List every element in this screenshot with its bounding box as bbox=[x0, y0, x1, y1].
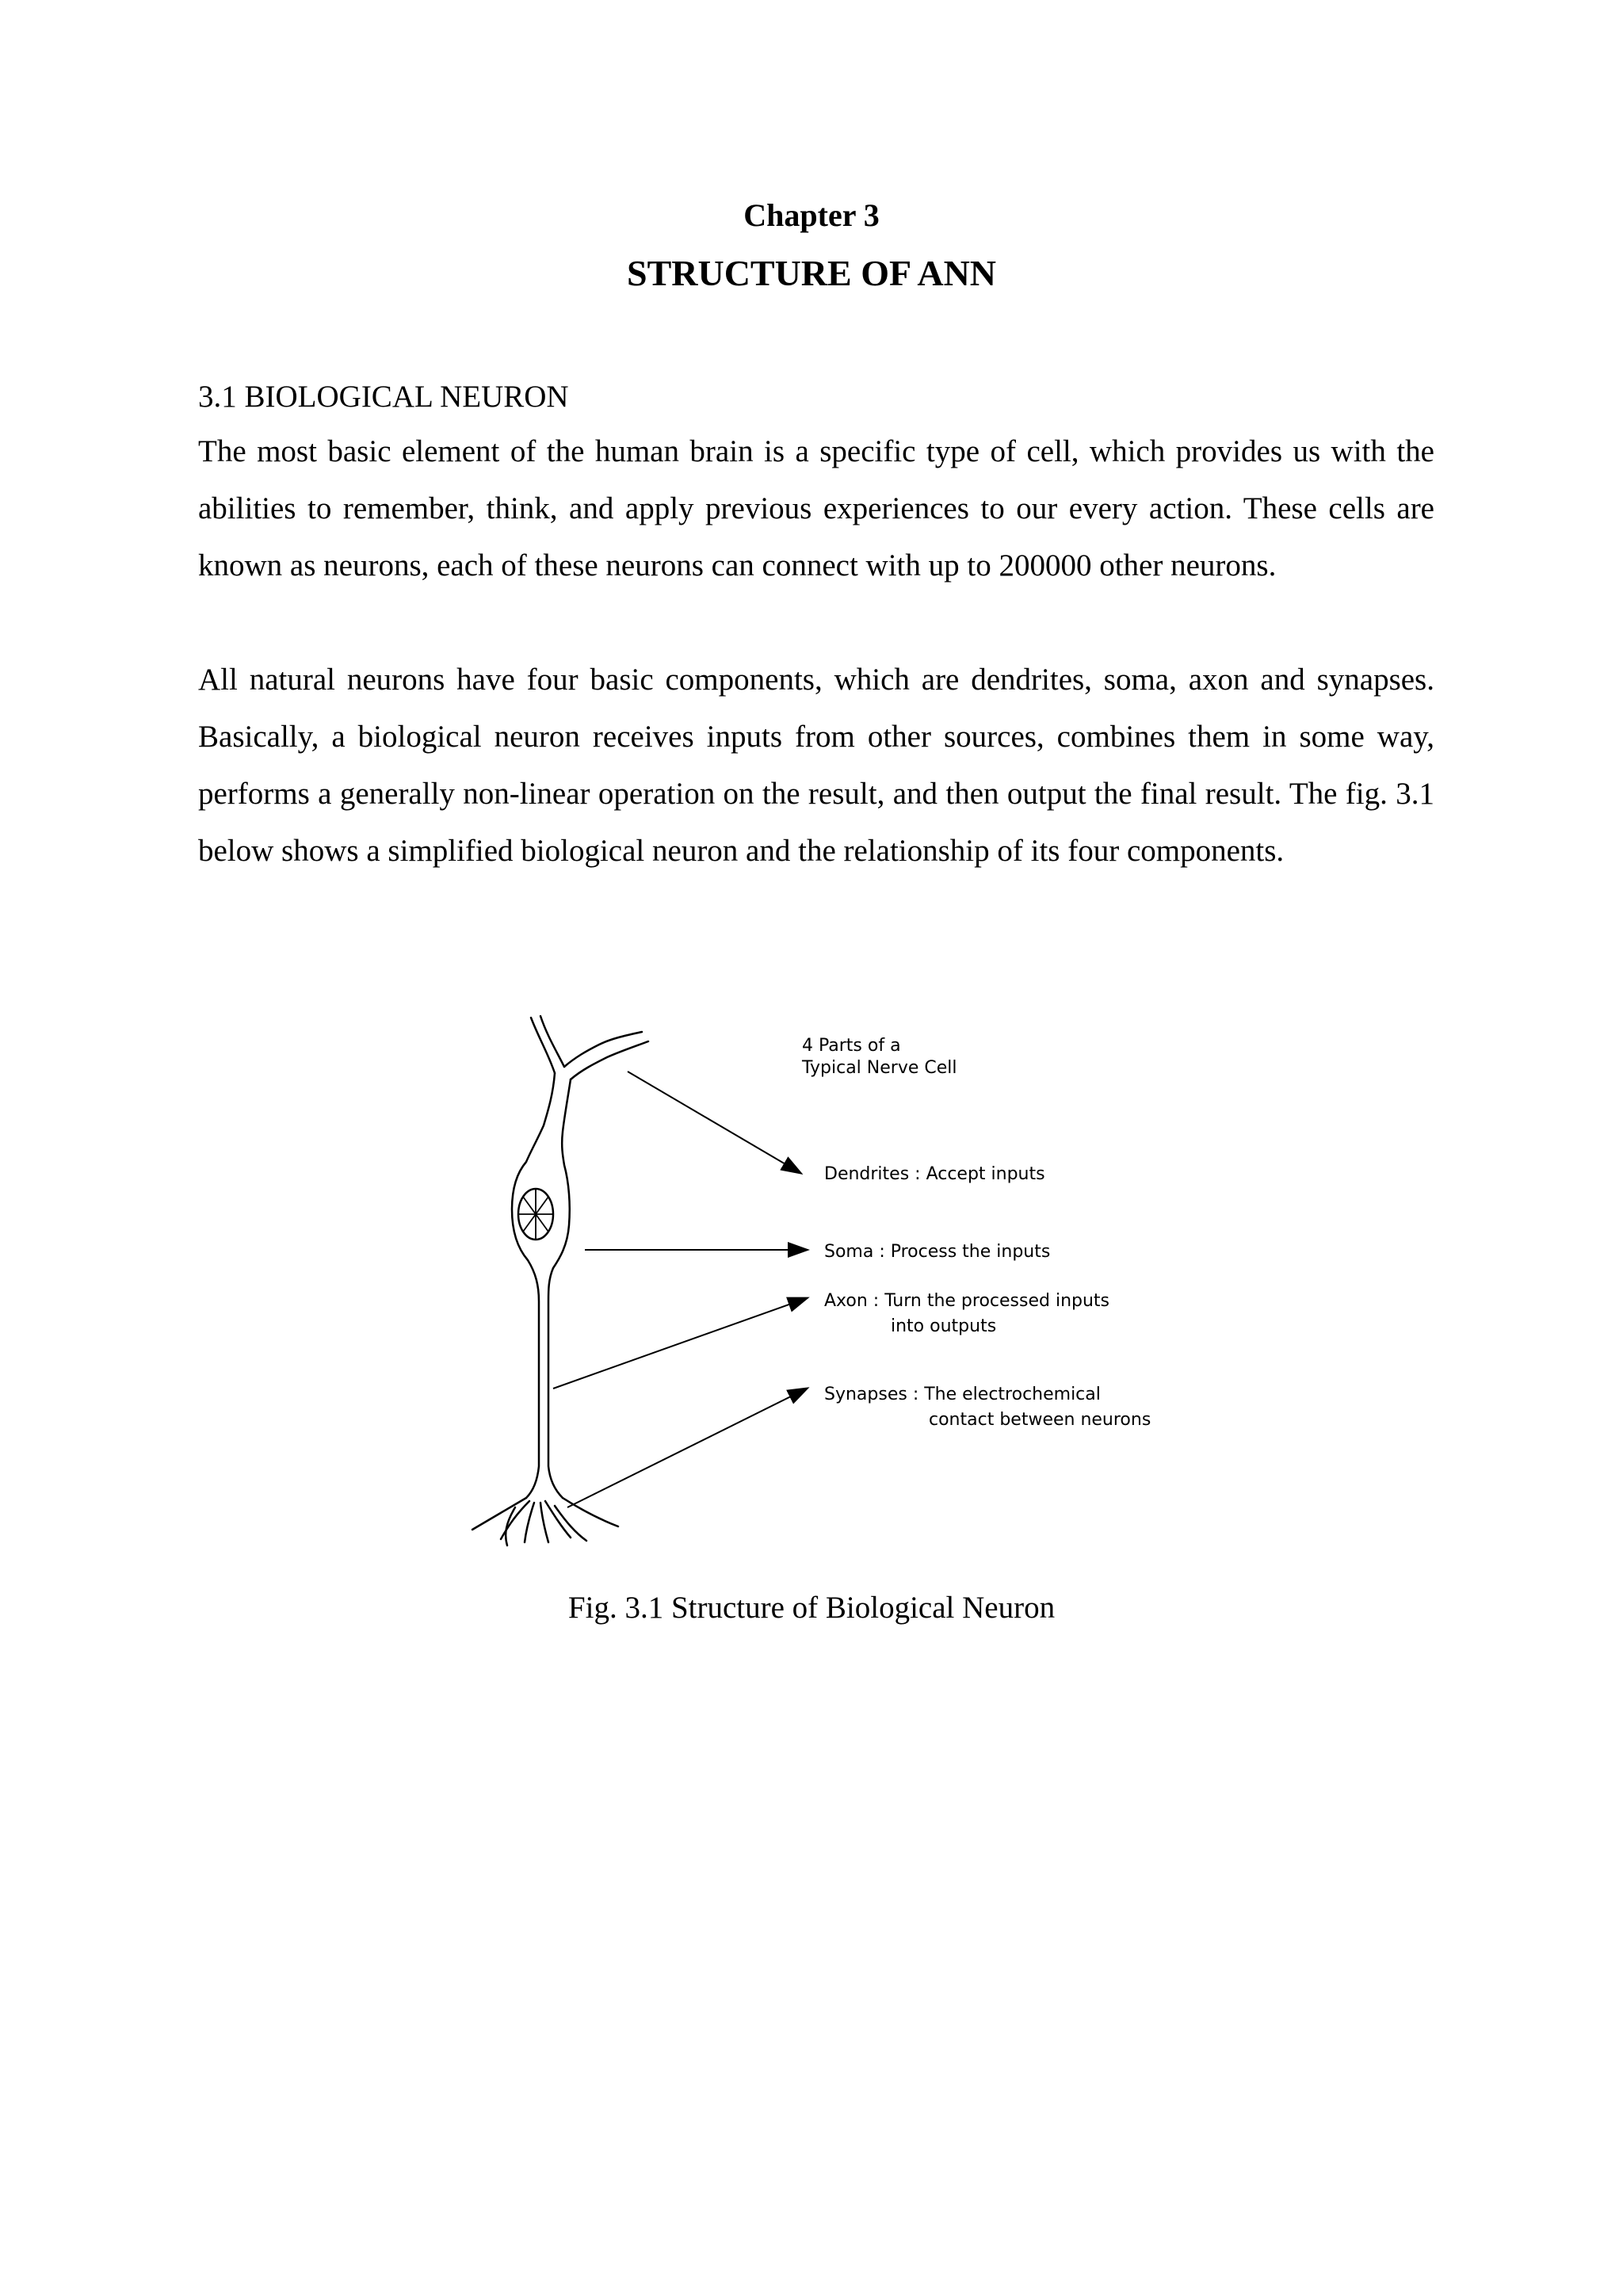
paragraph-neuron-components: All natural neurons have four basic components, which are dendrites, soma, axon and synapses. Basically, a biological neuron receives inputs from other sources, combines them in some way, performs a generally non-linear operation on the result, and then output the final result. The fig. 3.1 below shows a simplified biological neuron and the relationship of its four components. bbox=[198, 663, 1434, 868]
section-heading: 3.1 BIOLOGICAL NEURON bbox=[198, 380, 569, 414]
paragraph-neurons-intro: The most basic element of the human brain is a specific type of cell, which provides us with the abilities to remember, think, and apply previous experiences to our every action. These cells are known as neurons, each of these neurons can connect with up to 200000 other neurons. bbox=[198, 434, 1434, 583]
figure-header-line2: Typical Nerve Cell bbox=[802, 1058, 957, 1078]
chapter-number: Chapter 3 bbox=[743, 197, 880, 233]
axon-label-line2: into outputs bbox=[891, 1316, 997, 1336]
figure-header-line1: 4 Parts of a bbox=[802, 1036, 901, 1056]
dendrites-label: Dendrites : Accept inputs bbox=[824, 1164, 1045, 1184]
figure-caption: Fig. 3.1 Structure of Biological Neuron bbox=[567, 1591, 1056, 1625]
figure-arrows bbox=[553, 1072, 807, 1507]
neuron-drawing bbox=[472, 1016, 648, 1545]
synapses-label-line2: contact between neurons bbox=[929, 1410, 1151, 1430]
neuron-diagram bbox=[428, 1007, 1220, 1577]
soma-label: Soma : Process the inputs bbox=[824, 1242, 1051, 1262]
axon-label-line1: Axon : Turn the processed inputs bbox=[824, 1291, 1110, 1311]
synapses-label-line1: Synapses : The electrochemical bbox=[824, 1385, 1101, 1404]
chapter-title: STRUCTURE OF ANN bbox=[626, 253, 997, 293]
